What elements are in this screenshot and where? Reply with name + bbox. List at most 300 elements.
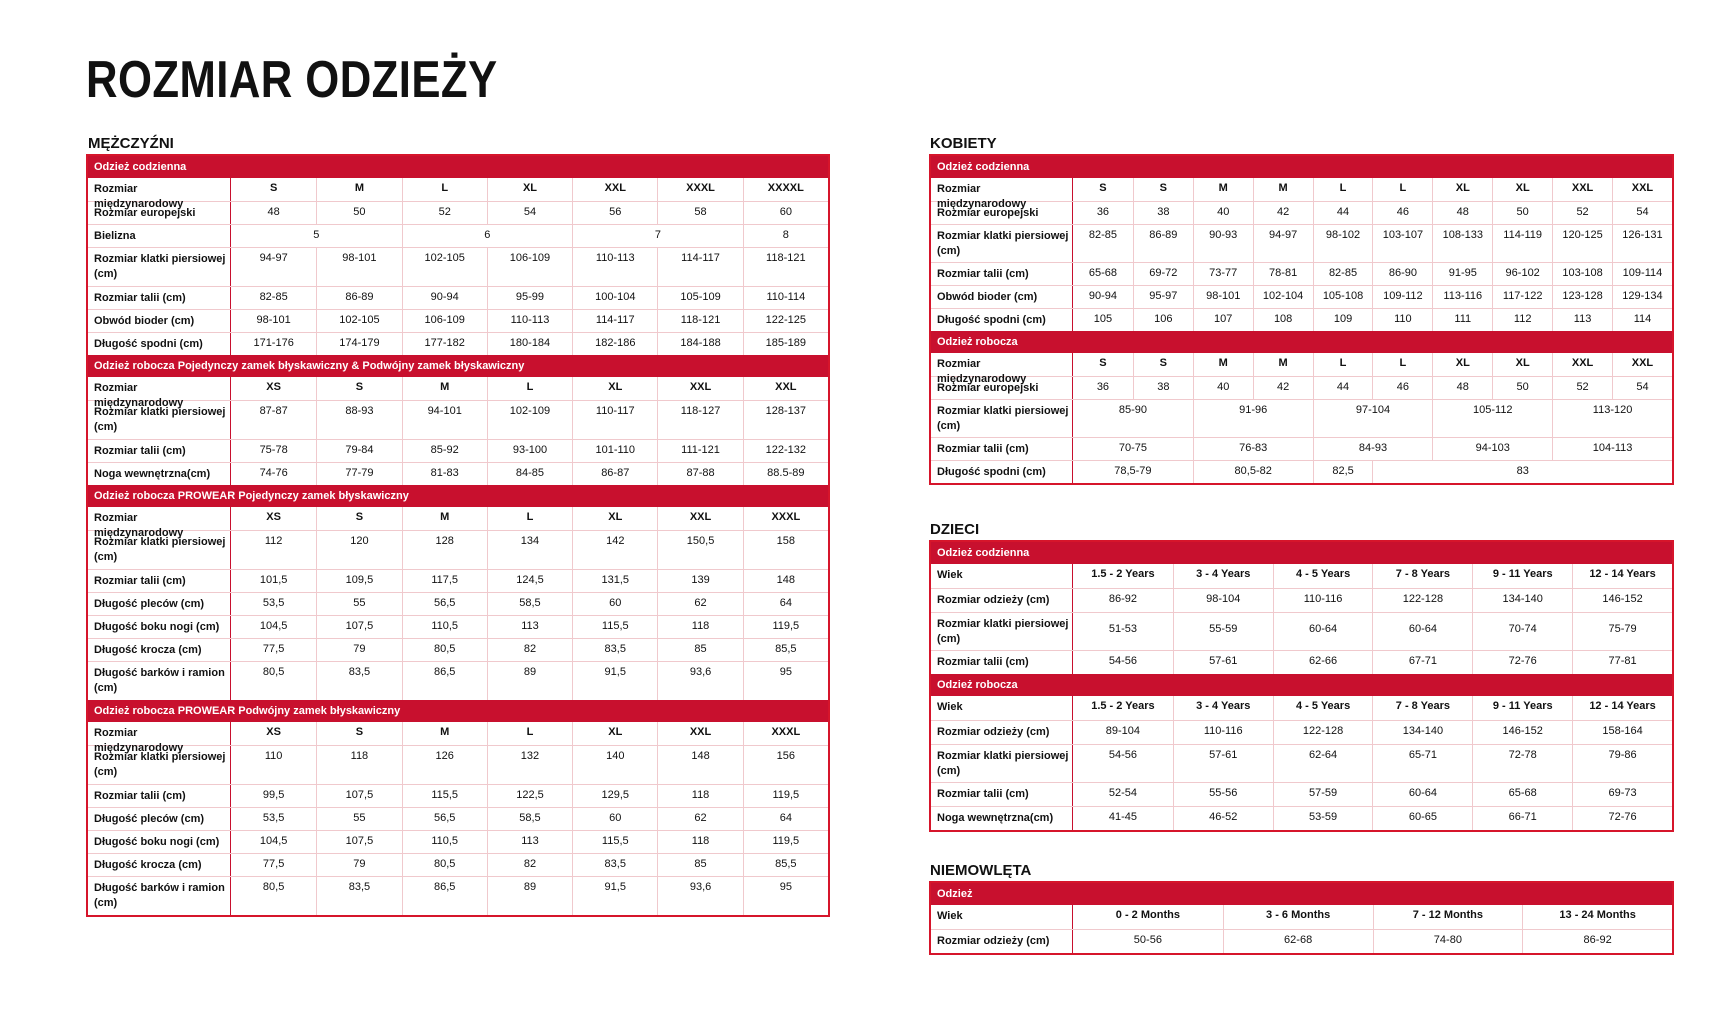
row-label: Rozmiar europejski: [88, 202, 231, 224]
column-header: L: [487, 377, 572, 400]
table-cell: 79-86: [1572, 745, 1672, 782]
table-cell: 148: [657, 746, 742, 784]
table-cell: 117-122: [1492, 286, 1552, 308]
column-header: XS: [266, 726, 281, 738]
table-cell: 99,5: [262, 789, 285, 801]
table-cell: 88.5-89: [743, 463, 828, 485]
row-label: Rozmiar międzynarodowy: [88, 722, 231, 745]
table-cell: 110-116: [1273, 589, 1373, 612]
table-cell: 120-125: [1552, 225, 1612, 262]
table-cell: 104,5: [259, 620, 288, 632]
table-cell: 122-125: [743, 310, 828, 332]
column-header: XL: [572, 507, 657, 530]
table-cell: 50: [1492, 202, 1552, 224]
table-row: [88, 400, 828, 439]
row-label: Rozmiar talii (cm): [88, 785, 231, 807]
table-row: [88, 507, 828, 539]
table-cell: 113: [487, 616, 572, 638]
table-cell: 132: [487, 746, 572, 784]
group-band: Odzież robocza Pojedynczy zamek błyskawiczny & Podwójny zamek błyskawiczny: [88, 355, 828, 377]
table-cell: 146-152: [1472, 721, 1572, 744]
table-cell: 79: [316, 639, 401, 661]
size-table-babies: [929, 881, 1674, 955]
table-row: [931, 782, 1672, 806]
row-label: Długość krocza (cm): [88, 639, 231, 661]
table-cell: 94-97: [259, 252, 288, 264]
column-header: S: [1099, 182, 1107, 194]
table-cell: 65-68: [1088, 267, 1118, 279]
group-band: Odzież robocza: [931, 674, 1672, 696]
row-label: Długość boku nogi (cm): [88, 831, 231, 853]
row-label: Rozmiar klatki piersiowej (cm): [931, 225, 1073, 262]
table-cell: 48: [267, 206, 280, 218]
table-cell: 111: [1432, 309, 1492, 331]
table-cell: 150,5: [657, 531, 742, 569]
table-cell: 111-121: [657, 440, 742, 462]
table-cell: 75-78: [259, 444, 288, 456]
table-cell: 86-87: [572, 463, 657, 485]
table-cell: 76-83: [1193, 438, 1313, 460]
table-cell: 124,5: [487, 570, 572, 592]
table-cell: 80,5: [262, 666, 285, 678]
table-row: [931, 929, 1672, 953]
column-header: M: [1193, 178, 1253, 201]
table-cell: 40: [1193, 202, 1253, 224]
table-cell: 82,5: [1313, 461, 1373, 483]
section-title-women: KOBIETY: [930, 135, 997, 152]
row-label: Obwód bioder (cm): [88, 310, 231, 332]
table-cell: 93,6: [657, 662, 742, 700]
table-cell: 129,5: [572, 785, 657, 807]
table-cell: 102-104: [1253, 286, 1313, 308]
column-header: XL: [1492, 178, 1552, 201]
column-header: 0 - 2 Months: [1115, 909, 1180, 921]
table-row: [931, 262, 1672, 285]
table-cell: 90-94: [402, 287, 487, 309]
table-cell: 69-73: [1572, 783, 1672, 806]
row-label: Długość spodni (cm): [88, 333, 231, 355]
table-cell: 104,5: [259, 835, 288, 847]
table-cell: 50: [316, 202, 401, 224]
table-cell: 174-179: [316, 333, 401, 355]
table-cell: 107,5: [316, 831, 401, 853]
table-cell: 83,5: [316, 662, 401, 700]
table-cell: 120: [316, 531, 401, 569]
column-header: XXL: [1552, 178, 1612, 201]
table-cell: 82-85: [1088, 229, 1118, 241]
table-cell: 108-133: [1432, 225, 1492, 262]
table-cell: 65-71: [1372, 745, 1472, 782]
section-title-men: MĘŻCZYŹNI: [88, 135, 174, 152]
column-header: 13 - 24 Months: [1522, 905, 1672, 929]
table-cell: 101,5: [259, 574, 288, 586]
table-cell: 36: [1096, 381, 1110, 393]
table-cell: 46-52: [1173, 807, 1273, 830]
table-cell: 72-76: [1572, 807, 1672, 830]
table-cell: 110-113: [572, 248, 657, 286]
table-row: [88, 309, 828, 332]
table-cell: 113-116: [1432, 286, 1492, 308]
table-cell: 95-99: [487, 287, 572, 309]
table-cell: 105-108: [1313, 286, 1373, 308]
section-title-babies: NIEMOWLĘTA: [930, 862, 1032, 879]
column-header: M: [1253, 353, 1313, 376]
table-cell: 126-131: [1612, 225, 1672, 262]
table-cell: 91,5: [572, 662, 657, 700]
table-cell: 77-81: [1572, 651, 1672, 674]
table-cell: 40: [1193, 377, 1253, 399]
row-label: Rozmiar klatki piersiowej (cm): [88, 746, 231, 784]
table-cell: 83: [1372, 461, 1672, 483]
table-cell: 57-59: [1273, 783, 1373, 806]
table-row: [88, 661, 828, 700]
table-cell: 6: [402, 225, 573, 247]
column-header: S: [1133, 178, 1193, 201]
table-cell: 110-113: [487, 310, 572, 332]
table-cell: 86-92: [1522, 930, 1672, 953]
row-label: Wiek: [931, 696, 1073, 720]
table-row: [931, 201, 1672, 224]
table-cell: 97-104: [1313, 400, 1433, 437]
table-cell: 60: [743, 202, 828, 224]
table-row: [931, 437, 1672, 460]
row-label: Długość pleców (cm): [88, 593, 231, 615]
table-cell: 44: [1313, 202, 1373, 224]
table-cell: 93-100: [487, 440, 572, 462]
table-row: [88, 332, 828, 355]
table-cell: 54: [487, 202, 572, 224]
table-cell: 80,5: [262, 881, 285, 893]
table-cell: 89: [487, 877, 572, 915]
table-cell: 118: [657, 785, 742, 807]
column-header: XXXL: [743, 722, 828, 745]
column-header: 4 - 5 Years: [1273, 564, 1373, 588]
column-header: 4 - 5 Years: [1273, 696, 1373, 720]
table-row: [88, 784, 828, 807]
row-label: Rozmiar odzieży (cm): [931, 589, 1073, 612]
column-header: L: [1313, 178, 1373, 201]
column-header: XL: [1432, 353, 1492, 376]
column-header: M: [1253, 178, 1313, 201]
table-cell: 107,5: [316, 785, 401, 807]
table-cell: 72-78: [1472, 745, 1572, 782]
table-cell: 54-56: [1108, 749, 1137, 761]
table-cell: 80,5: [402, 639, 487, 661]
column-header: M: [402, 722, 487, 745]
table-row: [931, 308, 1672, 331]
table-cell: 82-85: [1313, 263, 1373, 285]
table-cell: 55-59: [1173, 613, 1273, 650]
table-cell: 83,5: [572, 854, 657, 876]
table-cell: 38: [1133, 202, 1193, 224]
row-label: Noga wewnętrzna(cm): [931, 807, 1073, 830]
table-cell: 117,5: [402, 570, 487, 592]
table-cell: 75-79: [1572, 613, 1672, 650]
table-row: [88, 569, 828, 592]
table-cell: 52: [1552, 202, 1612, 224]
table-cell: 158-164: [1572, 721, 1672, 744]
row-label: Rozmiar klatki piersiowej (cm): [88, 248, 231, 286]
table-cell: 93,6: [657, 877, 742, 915]
table-row: [88, 853, 828, 876]
table-cell: 70-74: [1472, 613, 1572, 650]
column-header: 7 - 12 Months: [1373, 905, 1523, 929]
table-row: [931, 806, 1672, 830]
table-cell: 95-97: [1133, 286, 1193, 308]
table-cell: 106-109: [402, 310, 487, 332]
row-label: Rozmiar odzieży (cm): [931, 721, 1073, 744]
table-cell: 60-64: [1372, 783, 1472, 806]
row-label: Noga wewnętrzna(cm): [88, 463, 231, 485]
table-cell: 118-121: [657, 310, 742, 332]
table-cell: 122,5: [487, 785, 572, 807]
table-cell: 79: [316, 854, 401, 876]
table-cell: 146-152: [1572, 589, 1672, 612]
table-cell: 41-45: [1108, 811, 1137, 823]
table-cell: 100-104: [572, 287, 657, 309]
table-cell: 51-53: [1108, 623, 1137, 635]
table-row: [931, 588, 1672, 612]
table-cell: 85-92: [402, 440, 487, 462]
row-label: Rozmiar klatki piersiowej (cm): [931, 745, 1073, 782]
table-cell: 105: [1093, 313, 1113, 325]
table-row: [88, 615, 828, 638]
row-label: Rozmiar odzieży (cm): [931, 930, 1073, 953]
table-cell: 89: [487, 662, 572, 700]
table-cell: 128: [402, 531, 487, 569]
table-cell: 74-76: [259, 467, 288, 479]
table-cell: 60-65: [1372, 807, 1472, 830]
table-cell: 85: [657, 854, 742, 876]
table-cell: 46: [1372, 202, 1432, 224]
table-cell: 112: [1492, 309, 1552, 331]
row-label: Wiek: [931, 564, 1073, 588]
column-header: S: [269, 182, 278, 194]
table-cell: 110-116: [1173, 721, 1273, 744]
table-cell: 58: [657, 202, 742, 224]
table-cell: 72-76: [1472, 651, 1572, 674]
table-cell: 55: [316, 593, 401, 615]
row-label: Długość pleców (cm): [88, 808, 231, 830]
table-cell: 86,5: [402, 662, 487, 700]
table-cell: 55-56: [1173, 783, 1273, 806]
table-cell: 70-75: [1118, 442, 1147, 454]
section-title-kids: DZIECI: [930, 521, 980, 538]
table-cell: 115,5: [402, 785, 487, 807]
column-header: 1.5 - 2 Years: [1091, 700, 1155, 712]
table-row: [931, 285, 1672, 308]
row-label: Rozmiar klatki piersiowej (cm): [931, 400, 1073, 437]
table-cell: 54-56: [1108, 655, 1137, 667]
row-label: Długość barków i ramion (cm): [88, 877, 231, 915]
column-header: XL: [572, 377, 657, 400]
group-band: Odzież codzienna: [88, 156, 828, 178]
column-header: XXXL: [743, 507, 828, 530]
column-header: S: [316, 377, 401, 400]
table-cell: 118-127: [657, 401, 742, 439]
size-table-kids: [929, 540, 1674, 832]
table-cell: 105-112: [1432, 400, 1552, 437]
table-cell: 83,5: [572, 639, 657, 661]
column-header: 3 - 6 Months: [1223, 905, 1373, 929]
table-row: [931, 399, 1672, 437]
row-label: Długość krocza (cm): [88, 854, 231, 876]
column-header: M: [402, 507, 487, 530]
table-cell: 84-85: [487, 463, 572, 485]
table-row: [88, 462, 828, 485]
column-header: XXL: [1612, 178, 1672, 201]
table-cell: 114: [1612, 309, 1672, 331]
table-cell: 7: [572, 225, 743, 247]
column-header: XS: [266, 511, 281, 523]
table-cell: 110,5: [402, 831, 487, 853]
table-cell: 102-109: [487, 401, 572, 439]
table-cell: 79-84: [316, 440, 401, 462]
table-cell: 86-92: [1108, 593, 1137, 605]
table-cell: 103-107: [1372, 225, 1432, 262]
table-cell: 56,5: [402, 808, 487, 830]
table-cell: 86-89: [1133, 225, 1193, 262]
table-cell: 110: [264, 750, 283, 762]
table-cell: 122-128: [1372, 589, 1472, 612]
table-cell: 119,5: [743, 831, 828, 853]
table-cell: 86-90: [1372, 263, 1432, 285]
table-row: [88, 830, 828, 853]
table-cell: 104-113: [1552, 438, 1672, 460]
table-cell: 57-61: [1173, 651, 1273, 674]
table-cell: 113: [1552, 309, 1612, 331]
column-header: 9 - 11 Years: [1472, 564, 1572, 588]
table-cell: 64: [743, 593, 828, 615]
column-header: XS: [266, 381, 281, 393]
table-cell: 60: [572, 808, 657, 830]
table-cell: 119,5: [743, 785, 828, 807]
column-header: M: [1193, 353, 1253, 376]
row-label: Rozmiar klatki piersiowej (cm): [931, 613, 1073, 650]
column-header: XXL: [1552, 353, 1612, 376]
column-header: L: [487, 507, 572, 530]
table-cell: 134: [487, 531, 572, 569]
table-row: [88, 377, 828, 409]
table-cell: 118: [657, 831, 742, 853]
table-row: [88, 178, 828, 210]
table-cell: 98-101: [316, 248, 401, 286]
table-cell: 109: [1313, 309, 1373, 331]
table-cell: 108: [1253, 309, 1313, 331]
table-row: [931, 612, 1672, 650]
table-cell: 38: [1133, 377, 1193, 399]
column-header: 3 - 4 Years: [1173, 564, 1273, 588]
table-cell: 139: [657, 570, 742, 592]
group-band: Odzież codzienna: [931, 156, 1672, 178]
table-cell: 85-90: [1118, 404, 1147, 416]
column-header: XXXXL: [743, 178, 828, 201]
table-cell: 62: [657, 593, 742, 615]
table-cell: 53,5: [262, 812, 285, 824]
table-cell: 44: [1313, 377, 1373, 399]
table-cell: 106: [1133, 309, 1193, 331]
table-cell: 89-104: [1105, 725, 1141, 737]
table-cell: 73-77: [1193, 263, 1253, 285]
row-label: Długość spodni (cm): [931, 309, 1073, 331]
table-row: [88, 286, 828, 309]
column-header: 9 - 11 Years: [1472, 696, 1572, 720]
table-cell: 54: [1612, 377, 1672, 399]
table-cell: 50-56: [1133, 934, 1162, 946]
table-cell: 62-68: [1223, 930, 1373, 953]
table-cell: 114-117: [572, 310, 657, 332]
table-cell: 148: [743, 570, 828, 592]
table-row: [88, 224, 828, 247]
table-row: [88, 638, 828, 661]
table-cell: 78-81: [1253, 263, 1313, 285]
table-cell: 118-121: [743, 248, 828, 286]
table-cell: 119,5: [743, 616, 828, 638]
column-header: M: [316, 178, 401, 201]
table-cell: 80,5: [402, 854, 487, 876]
column-header: L: [1313, 353, 1373, 376]
table-cell: 82: [487, 854, 572, 876]
table-cell: 42: [1253, 377, 1313, 399]
row-label: Wiek: [931, 905, 1073, 929]
row-label: Rozmiar międzynarodowy: [88, 377, 231, 400]
row-label: Bielizna: [88, 225, 231, 247]
table-cell: 94-103: [1432, 438, 1552, 460]
table-row: [88, 439, 828, 462]
table-row: [931, 720, 1672, 744]
table-cell: 48: [1432, 202, 1492, 224]
table-cell: 106-109: [487, 248, 572, 286]
column-header: XXL: [1612, 353, 1672, 376]
table-cell: 56,5: [402, 593, 487, 615]
table-row: [88, 201, 828, 224]
group-band: Odzież robocza PROWEAR Podwójny zamek błyskawiczny: [88, 700, 828, 722]
table-cell: 52: [402, 202, 487, 224]
table-cell: 83,5: [316, 877, 401, 915]
table-cell: 77,5: [262, 858, 285, 870]
column-header: S: [1099, 357, 1107, 369]
table-row: [931, 696, 1672, 720]
table-cell: 129-134: [1612, 286, 1672, 308]
table-cell: 86,5: [402, 877, 487, 915]
column-header: L: [487, 722, 572, 745]
table-cell: 110-114: [743, 287, 828, 309]
row-label: Rozmiar międzynarodowy: [88, 178, 231, 201]
table-cell: 107,5: [316, 616, 401, 638]
table-cell: 118: [657, 616, 742, 638]
table-row: [88, 745, 828, 784]
table-cell: 102-105: [402, 248, 487, 286]
table-cell: 53,5: [262, 597, 285, 609]
table-cell: 53-59: [1273, 807, 1373, 830]
table-cell: 180-184: [487, 333, 572, 355]
table-cell: 110-117: [572, 401, 657, 439]
table-cell: 114-117: [657, 248, 742, 286]
table-cell: 85,5: [743, 854, 828, 876]
row-label: Rozmiar klatki piersiowej (cm): [88, 531, 231, 569]
table-row: [931, 744, 1672, 782]
row-label: Rozmiar talii (cm): [88, 287, 231, 309]
table-cell: 123-128: [1552, 286, 1612, 308]
table-cell: 134-140: [1372, 721, 1472, 744]
row-label: Rozmiar europejski: [931, 377, 1073, 399]
row-label: Rozmiar europejski: [931, 202, 1073, 224]
column-header: XL: [487, 178, 572, 201]
table-cell: 156: [743, 746, 828, 784]
table-cell: 109-114: [1612, 263, 1672, 285]
row-label: Rozmiar talii (cm): [931, 651, 1073, 674]
table-cell: 60: [572, 593, 657, 615]
